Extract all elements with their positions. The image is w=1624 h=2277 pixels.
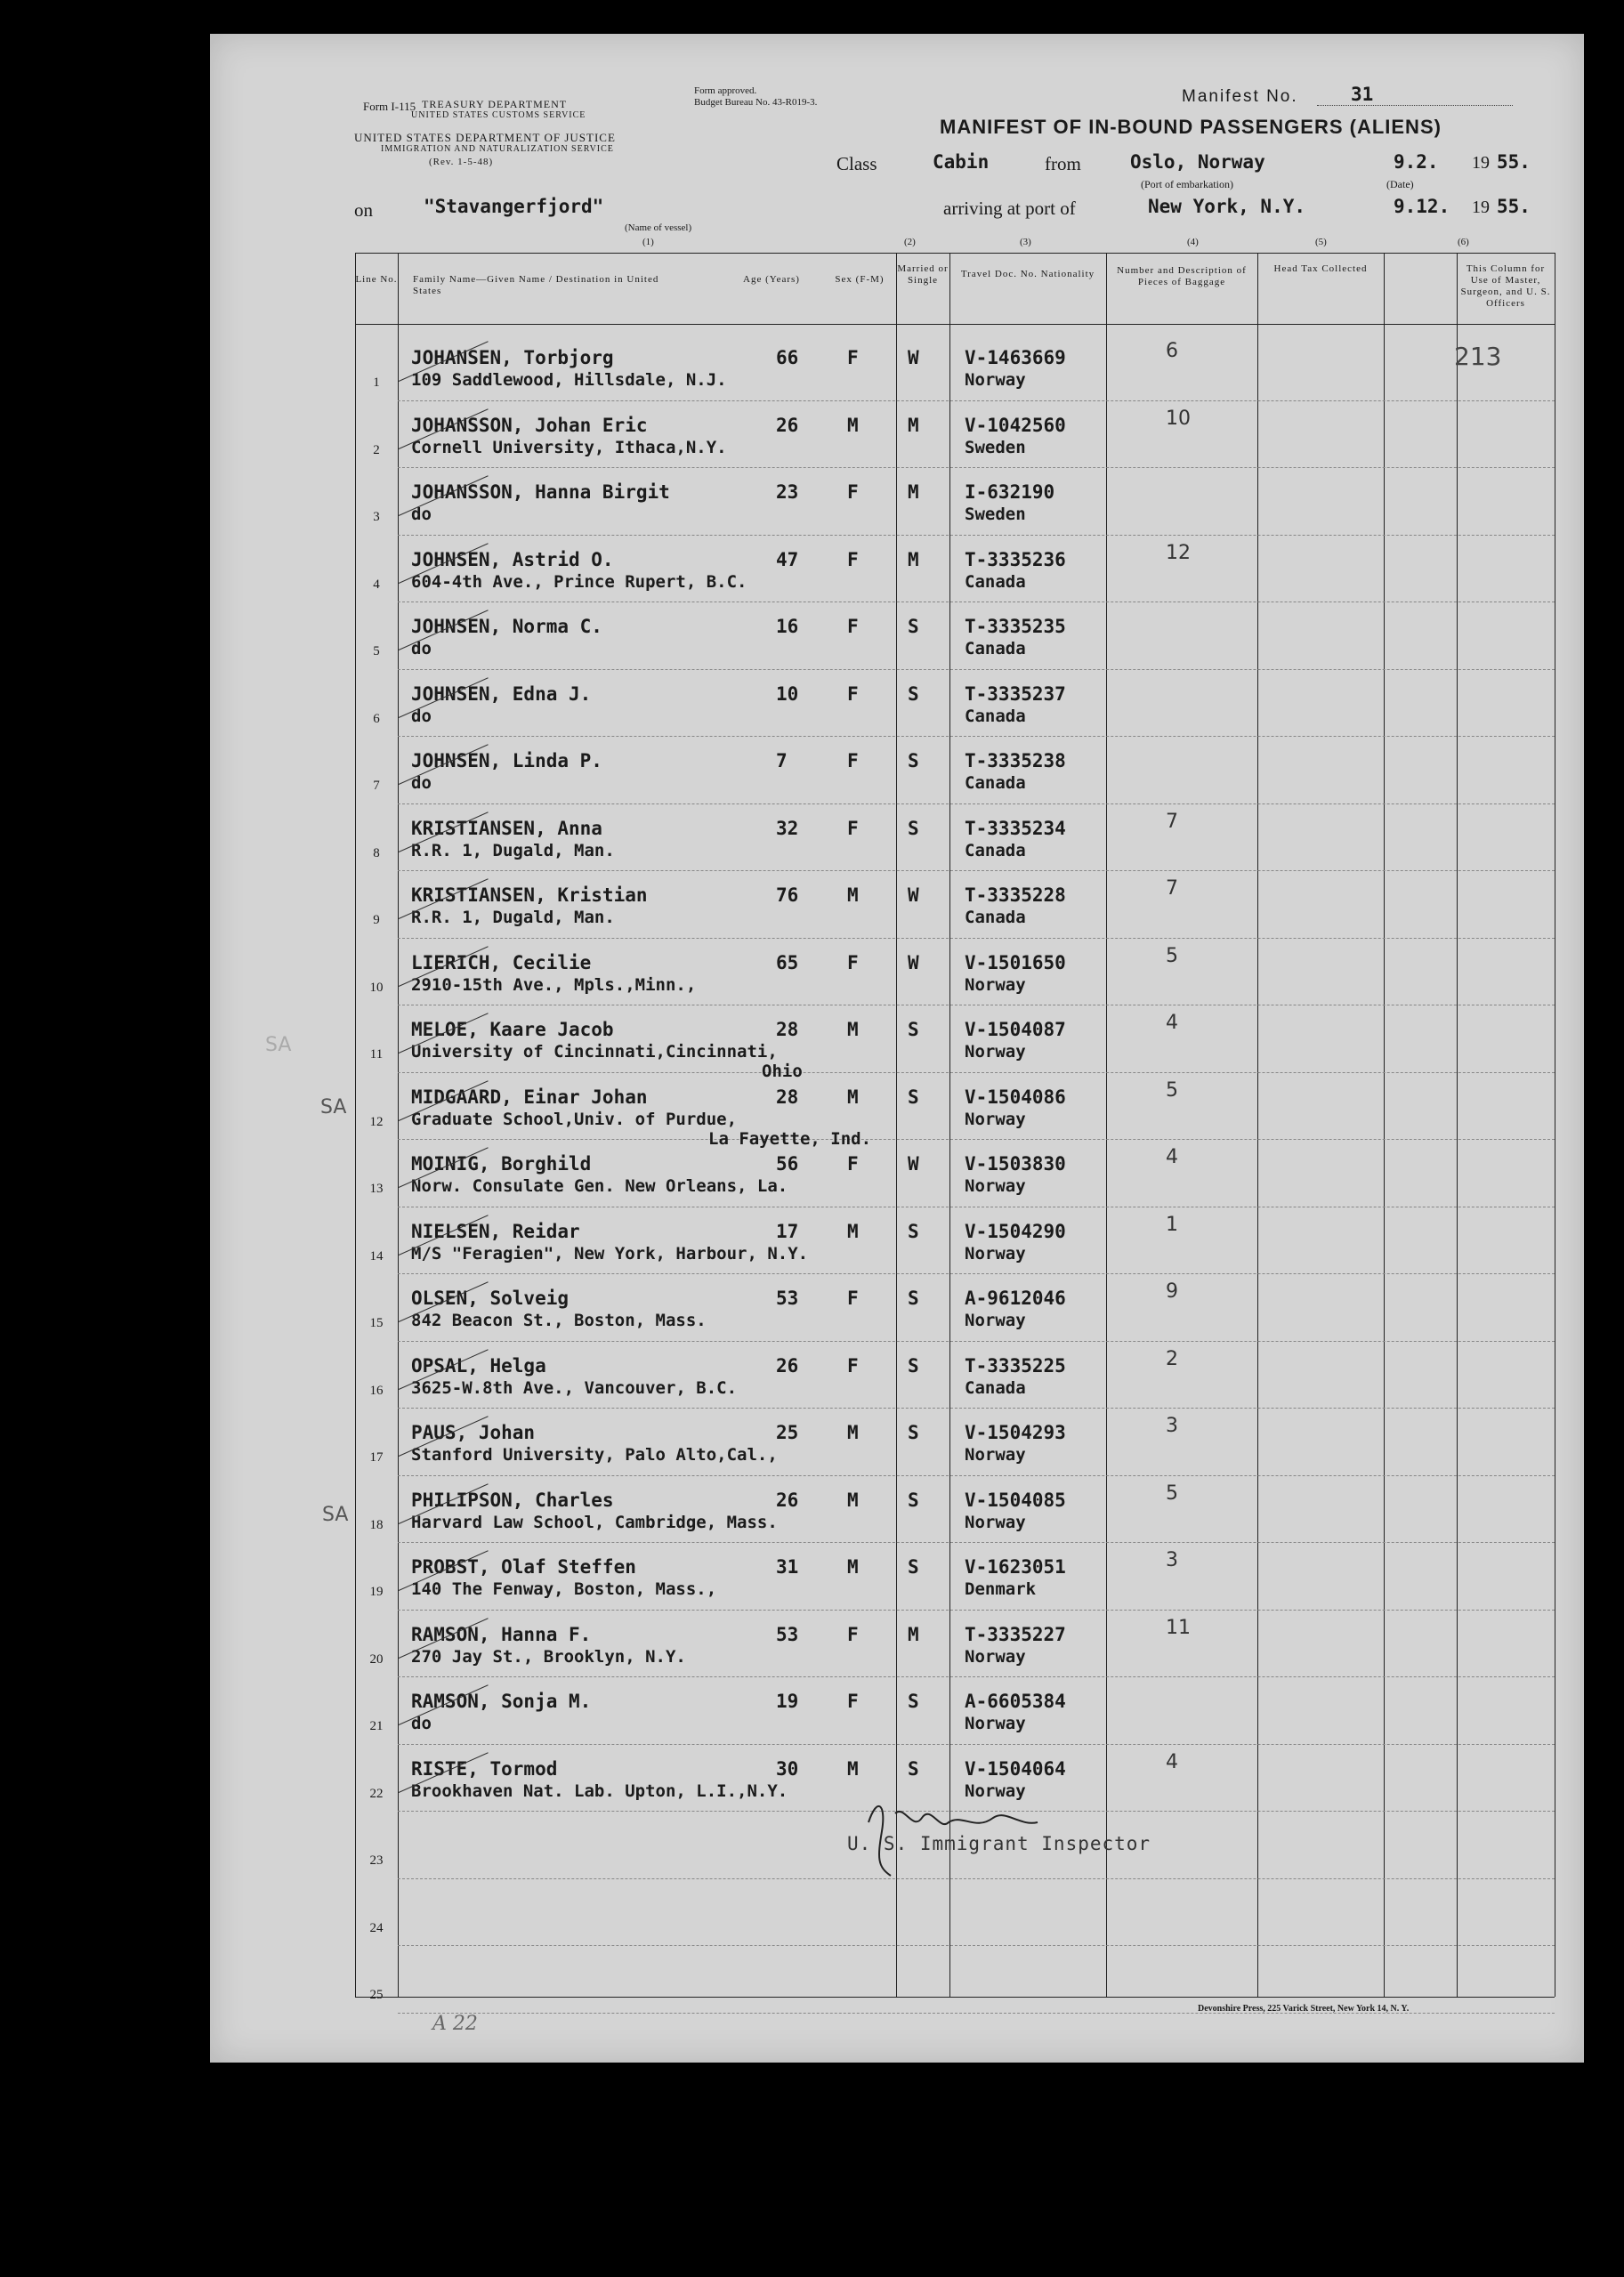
line-number: 6 — [373, 711, 380, 726]
passenger-marital-status: S — [908, 1354, 919, 1377]
travel-doc-number: T-3335225 — [965, 1354, 1066, 1377]
travel-doc-number: V-1504085 — [965, 1489, 1066, 1511]
line-number: 14 — [369, 1248, 384, 1264]
passenger-marital-status: S — [908, 1422, 919, 1443]
baggage-count: 7 — [1166, 877, 1178, 900]
row-divider — [398, 1139, 1555, 1140]
travel-doc-number: V-1501650 — [965, 951, 1066, 973]
passenger-marital-status: W — [908, 884, 919, 906]
passenger-marital-status: S — [908, 616, 919, 637]
form-number: Form I-115 — [363, 100, 416, 113]
line-number: 18 — [369, 1517, 384, 1532]
row-divider — [398, 1542, 1555, 1543]
line-number: 25 — [369, 1988, 384, 2002]
passenger-sex: M — [847, 884, 859, 906]
passenger-age: 25 — [776, 1422, 799, 1443]
passenger-sex: M — [847, 414, 859, 436]
passenger-marital-status: M — [908, 414, 919, 436]
vessel-name: "Stavangerfjord" — [424, 196, 604, 217]
line-number: 9 — [373, 913, 380, 927]
travel-doc-number: V-1504293 — [965, 1422, 1066, 1443]
passenger-destination: M/S "Feragien", New York, Harbour, N.Y. — [411, 1243, 809, 1264]
travel-doc-number: T-3335236 — [965, 548, 1066, 570]
passenger-marital-status: S — [908, 750, 919, 771]
row-divider — [398, 400, 1555, 401]
passenger-marital-status: S — [908, 682, 919, 705]
row-divider — [398, 1341, 1555, 1342]
passenger-age: 76 — [776, 884, 799, 906]
passenger-destination: 3625-W.8th Ave., Vancouver, B.C. — [411, 1377, 738, 1398]
header-baggage: Number and Description of Pieces of Baggage — [1117, 265, 1247, 287]
header-line-no: Line No. — [355, 274, 398, 285]
baggage-count: 3 — [1166, 1549, 1178, 1571]
table-top-border — [355, 253, 1555, 254]
col-border — [1457, 253, 1458, 1997]
passenger-destination: Cornell University, Ithaca,N.Y. — [411, 437, 727, 457]
row-divider — [398, 1072, 1555, 1073]
travel-doc-number: T-3335235 — [965, 616, 1066, 637]
passenger-destination: 109 Saddlewood, Hillsdale, N.J. — [411, 370, 727, 390]
travel-doc-number: V-1504086 — [965, 1086, 1066, 1108]
passenger-marital-status: S — [908, 1691, 919, 1712]
travel-doc-number: V-1623051 — [965, 1556, 1066, 1578]
passenger-name: JOHNSEN, Linda P. — [411, 750, 602, 771]
line-number: 19 — [369, 1585, 384, 1599]
passenger-sex: M — [847, 1422, 859, 1443]
passenger-sex: M — [847, 1489, 859, 1511]
nationality: Canada — [965, 571, 1026, 592]
budget-bureau: Budget Bureau No. 43-R019-3. — [694, 97, 818, 108]
baggage-count: 1 — [1166, 1213, 1178, 1236]
passenger-name: OPSAL, Helga — [411, 1354, 546, 1377]
passenger-destination-cont: La Fayette, Ind. — [708, 1128, 872, 1149]
line-number: 23 — [369, 1853, 384, 1868]
nationality: Norway — [965, 1311, 1026, 1330]
passenger-name: JOHANSSON, Hanna Birgit — [411, 481, 670, 503]
passenger-marital-status: S — [908, 1086, 919, 1108]
row-divider — [398, 938, 1555, 939]
manifest-underline — [1317, 105, 1513, 106]
line-number: 20 — [369, 1651, 384, 1667]
col-num-2: (2) — [904, 237, 916, 247]
year-prefix1: 19 — [1472, 153, 1490, 173]
passenger-sex: M — [847, 1086, 859, 1108]
passenger-sex: F — [847, 1691, 859, 1712]
passenger-marital-status: S — [908, 1019, 919, 1040]
passenger-destination-cont: Ohio — [762, 1062, 803, 1081]
passenger-age: 32 — [776, 817, 799, 839]
passenger-destination: 842 Beacon St., Boston, Mass. — [411, 1311, 707, 1330]
passenger-destination: 140 The Fenway, Boston, Mass., — [411, 1579, 717, 1599]
row-divider — [398, 467, 1555, 468]
nationality: Sweden — [965, 437, 1026, 457]
baggage-count: 5 — [1166, 944, 1178, 967]
passenger-destination: R.R. 1, Dugald, Man. — [411, 908, 615, 927]
officer-note: 213 — [1454, 342, 1502, 371]
passenger-marital-status: S — [908, 1288, 919, 1309]
baggage-count: 12 — [1166, 541, 1191, 564]
passenger-destination: Stanford University, Palo Alto,Cal., — [411, 1445, 778, 1465]
travel-doc-number: I-632190 — [965, 481, 1055, 503]
port-caption: (Port of embarkation) — [1141, 178, 1233, 190]
passenger-age: 26 — [776, 414, 799, 436]
class-label: Class — [836, 153, 877, 174]
col-num-3: (3) — [1020, 237, 1031, 247]
line-number: 11 — [369, 1047, 384, 1062]
nationality: Canada — [965, 1377, 1026, 1398]
travel-doc-number: T-3335228 — [965, 884, 1066, 906]
baggage-count: 7 — [1166, 810, 1178, 833]
line-number: 16 — [369, 1383, 384, 1398]
passenger-marital-status: M — [908, 481, 919, 503]
row-divider — [398, 1273, 1555, 1274]
header-head-tax: Head Tax Collected — [1273, 263, 1368, 274]
line-number: 15 — [369, 1316, 384, 1330]
passenger-destination: Graduate School,Univ. of Purdue, — [411, 1109, 738, 1129]
travel-doc-number: T-3335234 — [965, 817, 1066, 839]
line-number: 4 — [373, 577, 380, 592]
passenger-name: PROBST, Olaf Steffen — [411, 1556, 636, 1578]
col-num-6: (6) — [1458, 237, 1469, 247]
nationality: Norway — [965, 1176, 1026, 1196]
passenger-name: MOINIG, Borghild — [411, 1153, 592, 1175]
passenger-destination: 2910-15th Ave., Mpls.,Minn., — [411, 974, 697, 995]
passenger-age: 16 — [776, 616, 799, 637]
inspector-stamp: U. S. Immigrant Inspector — [847, 1833, 1151, 1854]
baggage-count: 4 — [1166, 1750, 1178, 1773]
passenger-age: 31 — [776, 1556, 799, 1578]
table-bottom-border — [355, 1997, 1555, 1998]
row-divider — [398, 1475, 1555, 1476]
inspector-signature — [851, 1778, 1055, 1885]
passenger-sex: F — [847, 682, 859, 705]
document-title: MANIFEST OF IN-BOUND PASSENGERS (ALIENS) — [940, 116, 1442, 138]
nationality: Sweden — [965, 505, 1026, 524]
baggage-count: 3 — [1166, 1415, 1178, 1437]
row-divider — [398, 1676, 1555, 1677]
date2: 9.12. — [1394, 196, 1450, 217]
travel-doc-number: T-3335237 — [965, 682, 1066, 705]
passenger-sex: M — [847, 1019, 859, 1040]
header-name: Family Name—Given Name / Destination in United States — [413, 274, 659, 296]
baggage-count: 5 — [1166, 1482, 1178, 1505]
passenger-marital-status: W — [908, 347, 919, 368]
passenger-destination: University of Cincinnati,Cincinnati, — [411, 1042, 778, 1062]
year2: 55. — [1497, 196, 1531, 217]
line-number: 24 — [369, 1920, 384, 1935]
row-divider — [398, 1408, 1555, 1409]
row-divider — [398, 736, 1555, 737]
margin-note: SA — [265, 1034, 292, 1056]
nationality: Norway — [965, 1042, 1026, 1062]
travel-doc-number: V-1504064 — [965, 1757, 1066, 1780]
table-header-border — [355, 324, 1555, 325]
passenger-age: 65 — [776, 951, 799, 973]
year-prefix2: 19 — [1472, 198, 1490, 217]
passenger-sex: F — [847, 817, 859, 839]
passenger-name: RAMSON, Sonja M. — [411, 1691, 592, 1712]
passenger-destination: do — [411, 1714, 432, 1733]
passenger-age: 30 — [776, 1757, 799, 1780]
baggage-count: 9 — [1166, 1280, 1178, 1303]
nationality: Canada — [965, 773, 1026, 793]
row-divider — [398, 1744, 1555, 1745]
passenger-marital-status: M — [908, 548, 919, 570]
printer-imprint: Devonshire Press, 225 Varick Street, New York 14, N. Y. — [1198, 2004, 1410, 2014]
passenger-age: 7 — [776, 750, 788, 771]
travel-doc-number: V-1463669 — [965, 347, 1066, 368]
col-border — [355, 253, 356, 1997]
passenger-sex: F — [847, 1354, 859, 1377]
line-number: 7 — [373, 779, 380, 793]
col-border — [1384, 253, 1385, 1997]
dept-justice: UNITED STATES DEPARTMENT OF JUSTICE — [354, 131, 616, 144]
col-num-1: (1) — [642, 237, 654, 247]
line-number: 21 — [369, 1719, 384, 1733]
col-num-5: (5) — [1315, 237, 1327, 247]
line-number: 2 — [373, 442, 380, 457]
line-number: 3 — [373, 510, 380, 524]
header-age: Age (Years) — [743, 274, 800, 285]
col-border — [1106, 253, 1107, 1997]
passenger-marital-status: M — [908, 1623, 919, 1645]
manifest-label: Manifest No. — [1182, 87, 1298, 106]
nationality: Norway — [965, 974, 1026, 995]
passenger-age: 28 — [776, 1019, 799, 1040]
passenger-destination: R.R. 1, Dugald, Man. — [411, 840, 615, 860]
line-number: 22 — [369, 1786, 384, 1801]
row-divider — [398, 803, 1555, 804]
travel-doc-number: V-1503830 — [965, 1153, 1066, 1175]
passenger-name: NIELSEN, Reidar — [411, 1220, 580, 1242]
nationality: Canada — [965, 908, 1026, 927]
bottom-note: A 22 — [432, 2013, 478, 2035]
passenger-name: JOHNSEN, Edna J. — [411, 682, 592, 705]
passenger-age: 26 — [776, 1354, 799, 1377]
from-value: Oslo, Norway — [1130, 151, 1265, 173]
passenger-age: 23 — [776, 481, 799, 503]
passenger-name: JOHNSEN, Astrid O. — [411, 548, 614, 570]
header-travel-doc: Travel Doc. No. Nationality — [960, 269, 1095, 279]
passenger-age: 28 — [776, 1086, 799, 1108]
line-number: 13 — [369, 1182, 384, 1196]
passenger-name: PHILIPSON, Charles — [411, 1489, 614, 1511]
row-divider — [398, 1945, 1555, 1946]
passenger-name: JOHNSEN, Norma C. — [411, 616, 602, 637]
passenger-name: RAMSON, Hanna F. — [411, 1623, 592, 1645]
passenger-marital-status: S — [908, 1489, 919, 1511]
vessel-caption: (Name of vessel) — [625, 222, 692, 233]
passenger-destination: 604-4th Ave., Prince Rupert, B.C. — [411, 571, 747, 592]
passenger-sex: F — [847, 548, 859, 570]
passenger-sex: F — [847, 1288, 859, 1309]
margin-note: SA — [322, 1504, 349, 1526]
passenger-sex: F — [847, 616, 859, 637]
from-label: from — [1045, 153, 1081, 174]
nationality: Canada — [965, 840, 1026, 860]
class-value: Cabin — [933, 151, 990, 173]
row-divider — [398, 870, 1555, 871]
passenger-age: 26 — [776, 1489, 799, 1511]
row-divider — [398, 669, 1555, 670]
nationality: Norway — [965, 1512, 1026, 1532]
passenger-age: 47 — [776, 548, 799, 570]
col-border — [896, 253, 897, 1997]
passenger-destination: do — [411, 773, 432, 793]
passenger-sex: M — [847, 1757, 859, 1780]
nationality: Norway — [965, 1109, 1026, 1129]
passenger-age: 53 — [776, 1623, 799, 1645]
passenger-sex: F — [847, 1153, 859, 1175]
row-divider — [398, 535, 1555, 536]
passenger-name: MIDGAARD, Einar Johan — [411, 1086, 648, 1108]
travel-doc-number: V-1042560 — [965, 414, 1066, 436]
nationality: Norway — [965, 1646, 1026, 1667]
nationality: Norway — [965, 1714, 1026, 1733]
passenger-marital-status: S — [908, 817, 919, 839]
passenger-sex: F — [847, 1623, 859, 1645]
baggage-count: 11 — [1166, 1616, 1191, 1639]
passenger-name: PAUS, Johan — [411, 1422, 536, 1443]
header-officers: This Column for Use of Master, Surgeon, and U. S. Officers — [1460, 263, 1551, 309]
manifest-number: 31 — [1351, 84, 1374, 105]
passenger-age: 17 — [776, 1220, 799, 1242]
passenger-destination: 270 Jay St., Brooklyn, N.Y. — [411, 1646, 686, 1667]
passenger-age: 66 — [776, 347, 799, 368]
passenger-sex: F — [847, 951, 859, 973]
line-number: 10 — [369, 980, 384, 995]
passenger-name: RISTE, Tormod — [411, 1757, 558, 1780]
passenger-marital-status: S — [908, 1757, 919, 1780]
passenger-name: OLSEN, Solveig — [411, 1288, 570, 1309]
passenger-name: KRISTIANSEN, Anna — [411, 817, 602, 839]
header-married: Married or Single — [897, 263, 949, 286]
date1: 9.2. — [1394, 151, 1439, 173]
passenger-destination: do — [411, 639, 432, 658]
travel-doc-number: T-3335227 — [965, 1623, 1066, 1645]
travel-doc-number: V-1504290 — [965, 1220, 1066, 1242]
passenger-name: MELOE, Kaare Jacob — [411, 1019, 614, 1040]
manifest-sheet — [210, 34, 1584, 2063]
travel-doc-number: V-1504087 — [965, 1019, 1066, 1040]
header-sex: Sex (F-M) — [835, 274, 885, 285]
margin-note: SA — [320, 1096, 347, 1118]
dept-treasury: TREASURY DEPARTMENT — [422, 98, 568, 110]
passenger-name: KRISTIANSEN, Kristian — [411, 884, 648, 906]
passenger-marital-status: W — [908, 1153, 919, 1175]
nationality: Norway — [965, 1243, 1026, 1264]
revision: (Rev. 1-5-48) — [429, 157, 494, 167]
form-approved: Form approved. — [694, 85, 757, 96]
passenger-sex: F — [847, 481, 859, 503]
col-border — [949, 253, 950, 1997]
baggage-count: 10 — [1166, 407, 1191, 430]
nationality: Norway — [965, 370, 1026, 390]
line-number: 12 — [369, 1114, 384, 1129]
baggage-count: 4 — [1166, 1012, 1178, 1034]
passenger-marital-status: S — [908, 1220, 919, 1242]
arrival-port: New York, N.Y. — [1148, 196, 1306, 217]
baggage-count: 5 — [1166, 1078, 1178, 1102]
nationality: Denmark — [965, 1579, 1037, 1599]
baggage-count: 6 — [1166, 340, 1178, 362]
col-num-4: (4) — [1187, 237, 1199, 247]
line-number: 8 — [373, 845, 380, 860]
dept-customs: UNITED STATES CUSTOMS SERVICE — [411, 110, 586, 120]
date-caption: (Date) — [1386, 178, 1414, 190]
travel-doc-number: A-9612046 — [965, 1288, 1066, 1309]
passenger-sex: M — [847, 1220, 859, 1242]
dept-ins: IMMIGRATION AND NATURALIZATION SERVICE — [381, 144, 614, 154]
passenger-destination: Brookhaven Nat. Lab. Upton, L.I.,N.Y. — [411, 1780, 788, 1801]
passenger-age: 19 — [776, 1691, 799, 1712]
row-divider — [398, 1610, 1555, 1611]
passenger-destination: Norw. Consulate Gen. New Orleans, La. — [411, 1176, 788, 1196]
passenger-marital-status: S — [908, 1556, 919, 1578]
baggage-count: 4 — [1166, 1146, 1178, 1168]
col-border — [1257, 253, 1258, 1997]
passenger-marital-status: W — [908, 951, 919, 973]
travel-doc-number: T-3335238 — [965, 750, 1066, 771]
passenger-age: 53 — [776, 1288, 799, 1309]
passenger-name: JOHANSEN, Torbjorg — [411, 347, 614, 368]
line-number: 5 — [373, 644, 380, 658]
line-number: 1 — [373, 375, 380, 390]
passenger-sex: F — [847, 750, 859, 771]
baggage-count: 2 — [1166, 1347, 1178, 1370]
arriving-label: arriving at port of — [943, 198, 1076, 219]
passenger-age: 56 — [776, 1153, 799, 1175]
line-number: 17 — [369, 1450, 384, 1465]
nationality: Norway — [965, 1780, 1026, 1801]
passenger-destination: do — [411, 706, 432, 726]
passenger-name: JOHANSSON, Johan Eric — [411, 414, 648, 436]
passenger-destination: Harvard Law School, Cambridge, Mass. — [411, 1512, 778, 1532]
on-label: on — [354, 199, 373, 221]
passenger-sex: F — [847, 347, 859, 368]
travel-doc-number: A-6605384 — [965, 1691, 1066, 1712]
nationality: Norway — [965, 1445, 1026, 1465]
passenger-age: 10 — [776, 682, 799, 705]
passenger-name: LIERICH, Cecilie — [411, 951, 592, 973]
year1: 55. — [1497, 151, 1531, 173]
nationality: Canada — [965, 639, 1026, 658]
passenger-destination: do — [411, 505, 432, 524]
nationality: Canada — [965, 706, 1026, 726]
passenger-sex: M — [847, 1556, 859, 1578]
